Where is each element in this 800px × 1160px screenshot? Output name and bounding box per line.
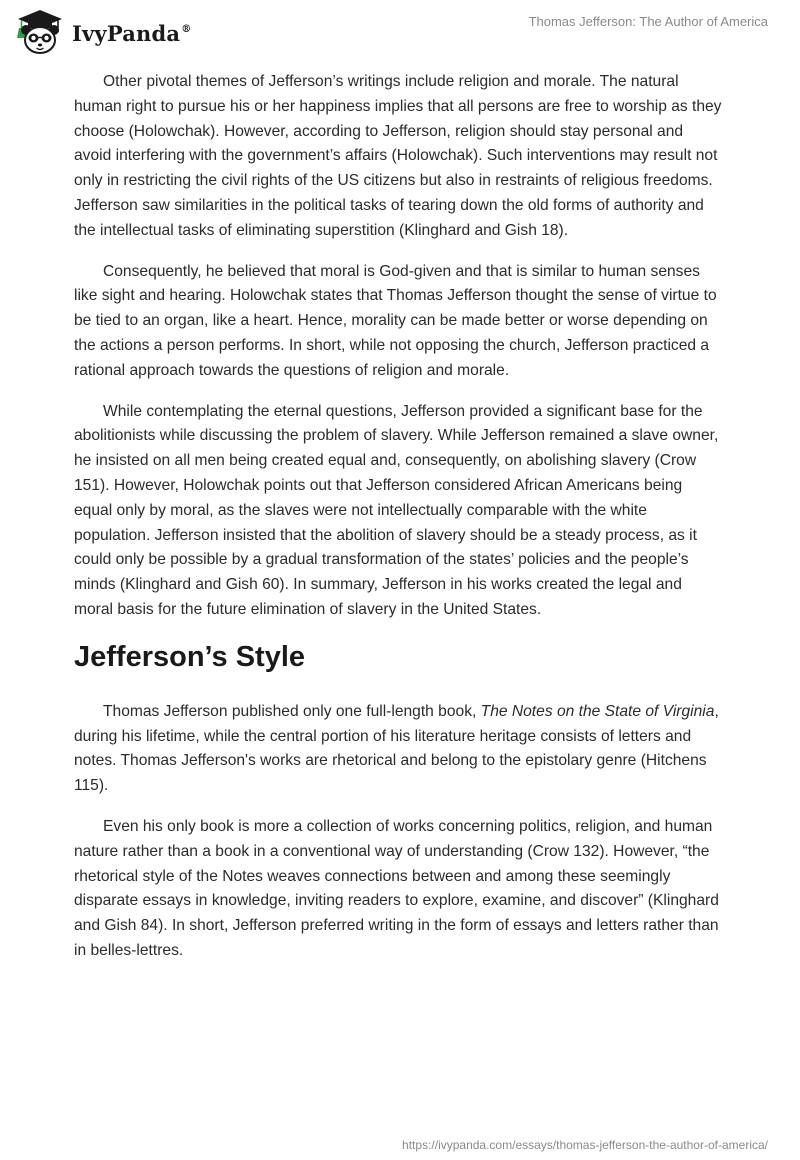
essay-content [74, 70, 724, 980]
site-logo[interactable] [14, 8, 191, 56]
panda-graduate-icon [14, 8, 66, 56]
brand-name: IvyPanda® [72, 20, 192, 46]
paragraph-moral-sense: Consequently, he believed that moral is God-given and that is similar to human senses like sight and hearing. Holowchak states that Thomas Jefferson thought the sense of virtue to be tied to an organ, like a heart. Hence, morality can be made better or worse depending on the actions a person performs. In short, while not opposing the church, Jefferson practiced a rational approach towards the questions of religion and morale. [74, 262, 717, 379]
book-title: The Notes on the State of Virginia [480, 702, 715, 720]
section-heading-style: Jefferson’s Style [74, 640, 306, 673]
document-title: Thomas Jefferson: The Author of America [528, 14, 768, 29]
paragraph-essays-letters: Even his only book is more a collection of works concerning politics, religion, and human nature rather than a book in a conventional way of understanding (Crow 132). However, “the rhetorical style of the Notes weaves connections between and among these seemingly disparate essays in knowledge, inviting readers to explore, examine, and discover” (Klinghard and Gish 84). In short, Jefferson preferred writing in the form of essays and letters rather than in belles-lettres. [74, 817, 719, 959]
page-header [0, 0, 800, 64]
source-url[interactable]: https://ivypanda.com/essays/thomas-jefferson-the-author-of-america/ [402, 1138, 768, 1152]
paragraph-published-book: Thomas Jefferson published only one full-length book, The Notes on the State of Virginia, during his lifetime, while the central portion of his literature heritage consists of letters and notes. Thomas Jefferson's works are rhetorical and belong to the epistolary genre (Hitchens 115). [74, 702, 719, 795]
paragraph-religion-morale: Other pivotal themes of Jefferson’s writings include religion and morale. The natural human right to pursue his or her happiness implies that all persons are free to worship as they choose (Holowchak). However, according to Jefferson, religion should stay personal and avoid interfering with the government’s affairs (Holowchak). Such interventions may result not only in restricting the civil rights of the US citizens but also in restraints of religious freedoms. Jefferson saw similarities in the political tasks of tearing down the old forms of authority and the intellectual tasks of eliminating superstition (Klinghard and Gish 18). [74, 73, 722, 239]
paragraph-slavery: While contemplating the eternal questions, Jefferson provided a significant base for the abolitionists while discussing the problem of slavery. While Jefferson remained a slave owner, he insisted on all men being created equal and, consequently, on abolishing slavery (Crow 151). However, Holowchak points out that Jefferson considered African Americans being equal only by moral, as the slaves were not intellectually comparable with the white population. Jefferson insisted that the abolition of slavery should be a steady process, as it could only be possible by a gradual transformation of the states’ policies and the people’s minds (Klinghard and Gish 60). In summary, Jefferson in his works created the legal and moral basis for the future elimination of slavery in the United States. [74, 402, 719, 618]
